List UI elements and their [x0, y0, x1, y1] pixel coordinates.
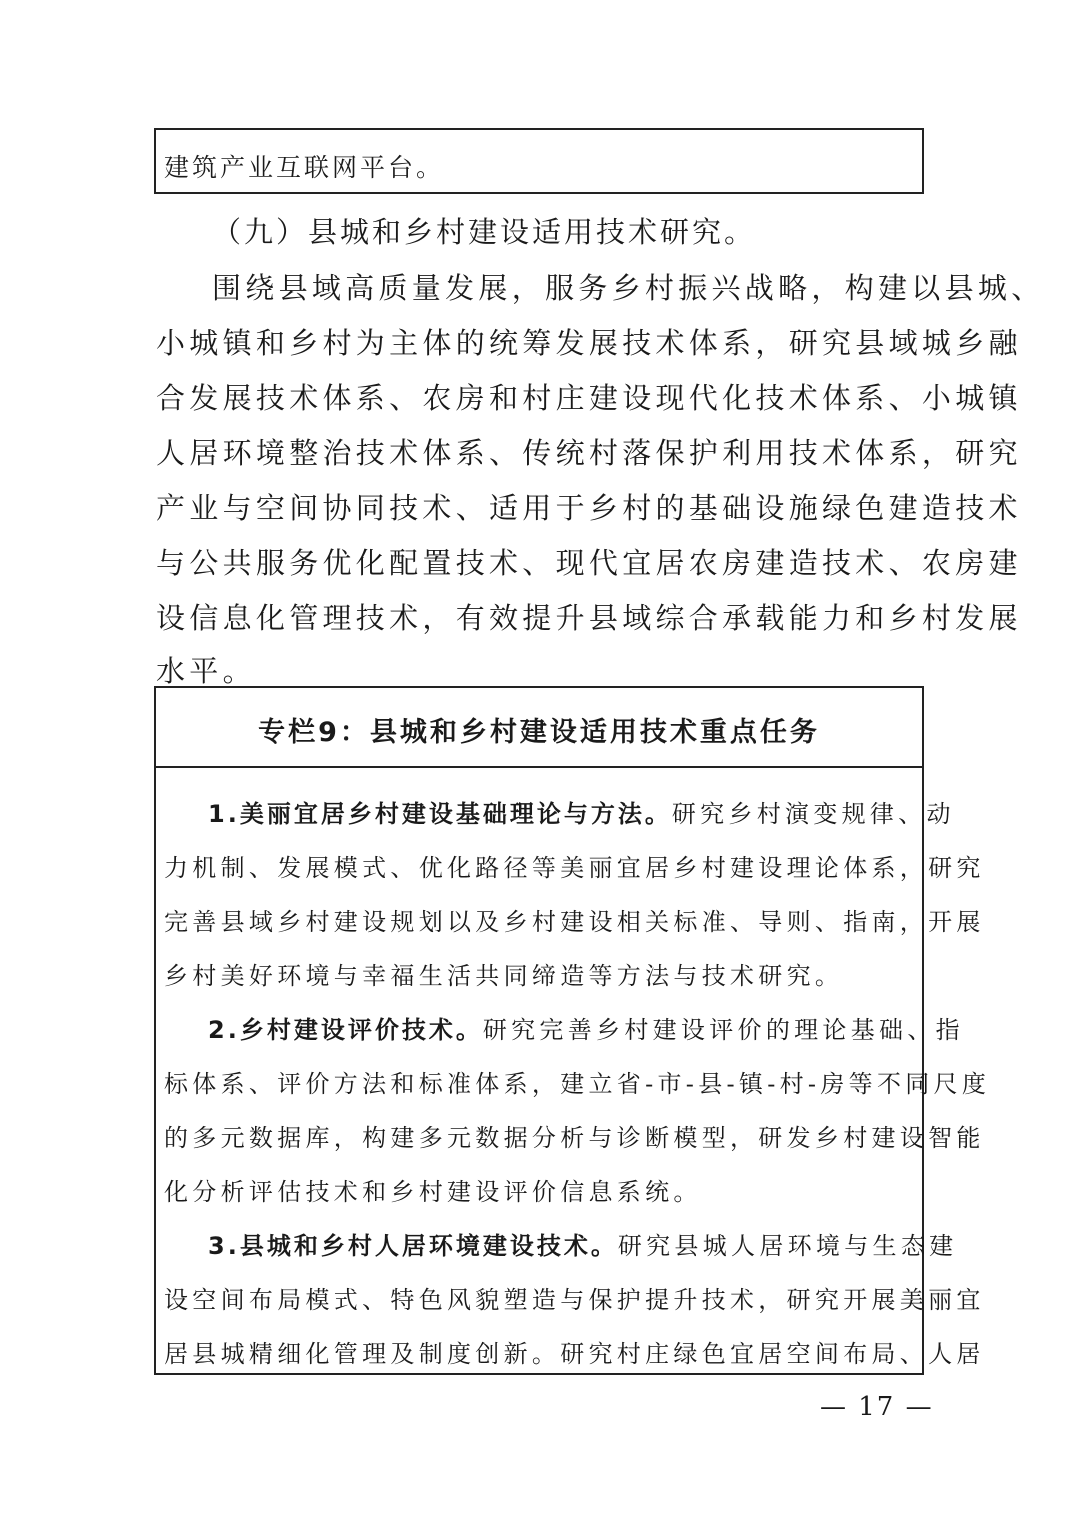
- item-text: 研究县城人居环境与生态建: [617, 1232, 958, 1260]
- section-heading: （九）县城和乡村建设适用技术研究。: [212, 215, 757, 249]
- paragraph-line: 合发展技术体系、农房和村庄建设现代化技术体系、小城镇: [156, 381, 1022, 415]
- column-item-line: 的多元数据库，构建多元数据分析与诊断模型，研发乡村建设智能: [164, 1124, 985, 1152]
- paragraph-line: 围绕县域高质量发展，服务乡村振兴战略，构建以县城、: [212, 271, 1045, 305]
- column-title-row: [156, 688, 922, 768]
- column-box: [154, 686, 991, 1375]
- column-item-first-line: [208, 1226, 957, 1261]
- column-item-line: 标体系、评价方法和标准体系，建立省-市-县-镇-村-房等不同尺度: [164, 1070, 991, 1098]
- paragraph-line: 小城镇和乡村为主体的统筹发展技术体系，研究县域城乡融: [156, 326, 1022, 360]
- column-item-line: 设空间布局模式、特色风貌塑造与保护提升技术，研究开展美丽宜: [164, 1286, 985, 1314]
- item-lead: 2.乡村建设评价技术。: [208, 1016, 483, 1044]
- paragraph-line: 人居环境整治技术体系、传统村落保护利用技术体系，研究: [156, 436, 1022, 470]
- column-item-first-line: [208, 794, 955, 829]
- column-item-line: 化分析评估技术和乡村建设评价信息系统。: [164, 1178, 702, 1206]
- column-item-first-line: [208, 1010, 964, 1045]
- column-item-line: 力机制、发展模式、优化路径等美丽宜居乡村建设理论体系，研究: [164, 854, 985, 882]
- column-title: 专栏9：县城和乡村建设适用技术重点任务: [258, 717, 820, 748]
- paragraph-line: 水平。: [156, 654, 256, 688]
- page-number: — 17 —: [820, 1392, 934, 1422]
- continuation-box: [154, 128, 924, 194]
- continuation-text: 建筑产业互联网平台。: [164, 153, 445, 182]
- item-text: 研究乡村演变规律、动: [671, 800, 955, 828]
- paragraph-line: 与公共服务优化配置技术、现代宜居农房建造技术、农房建: [156, 546, 1022, 580]
- item-text: 研究完善乡村建设评价的理论基础、指: [482, 1016, 964, 1044]
- column-item-line: 乡村美好环境与幸福生活共同缔造等方法与技术研究。: [164, 962, 844, 990]
- item-lead: 1.美丽宜居乡村建设基础理论与方法。: [208, 800, 672, 828]
- paragraph-line: 产业与空间协同技术、适用于乡村的基础设施绿色建造技术: [156, 491, 1022, 525]
- item-lead: 3.县城和乡村人居环境建设技术。: [208, 1232, 618, 1260]
- column-item-line: 居县城精细化管理及制度创新。研究村庄绿色宜居空间布局、人居: [164, 1340, 985, 1368]
- column-item-line: 完善县域乡村建设规划以及乡村建设相关标准、导则、指南，开展: [164, 908, 985, 936]
- paragraph-line: 设信息化管理技术，有效提升县域综合承载能力和乡村发展: [156, 601, 1022, 635]
